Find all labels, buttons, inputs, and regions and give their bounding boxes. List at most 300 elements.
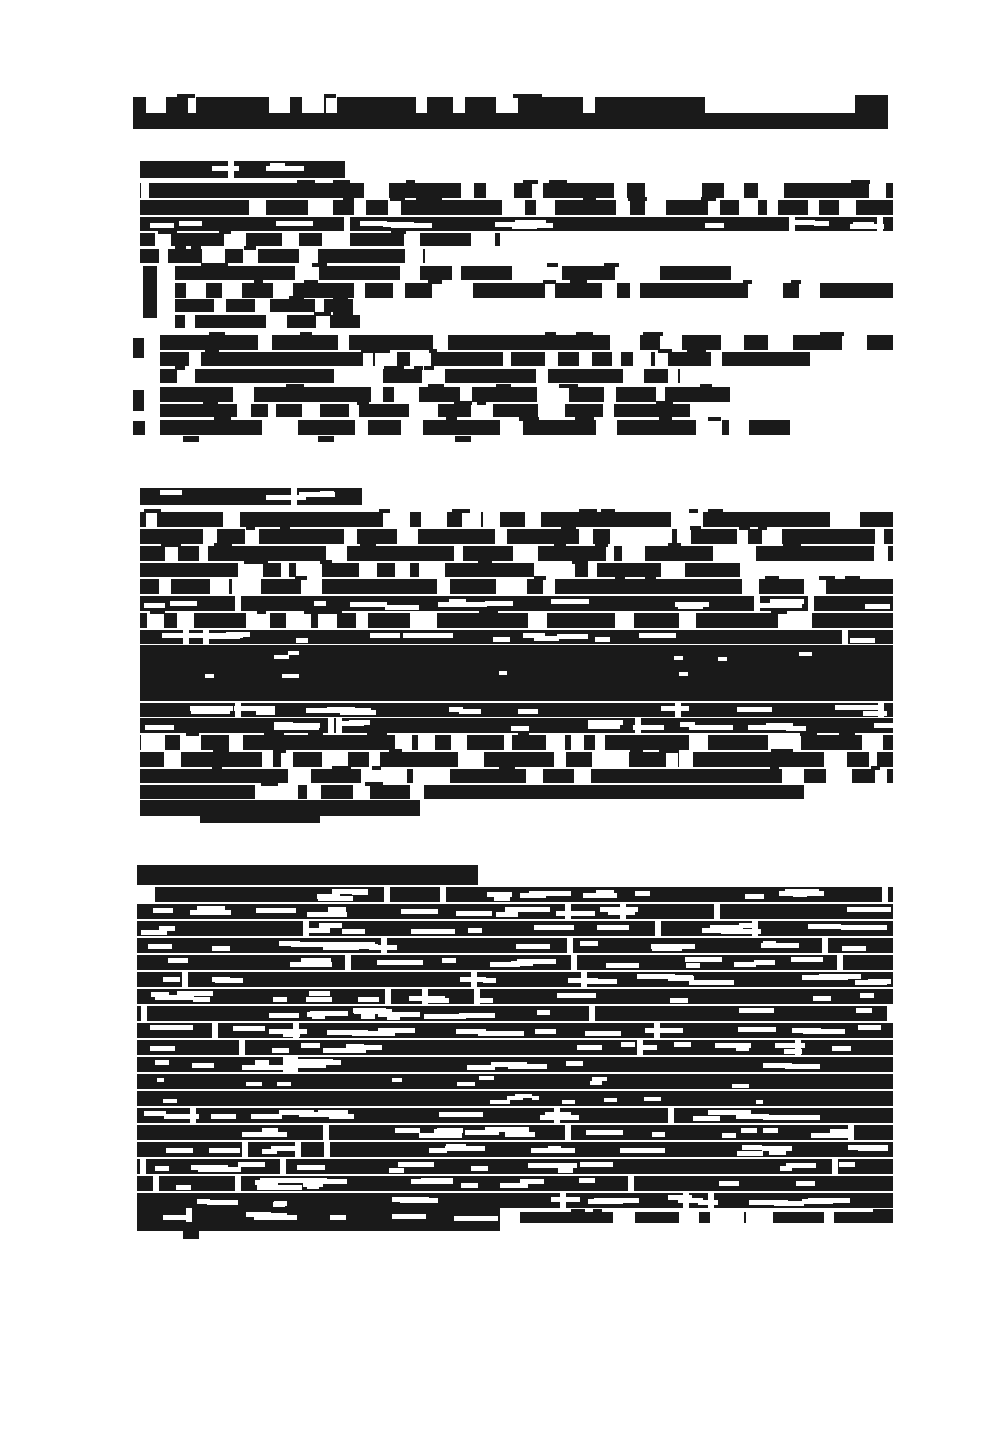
text-gap [689,725,734,730]
text-gap [389,1168,404,1173]
text-gap [197,906,225,911]
list-item4-line2 [160,404,690,417]
text-gap [579,1178,595,1183]
text-gap [291,942,331,947]
slit-gap [336,718,342,733]
slit-gap [183,630,189,644]
para3-tail-blob [183,1231,199,1239]
para3-line17 [137,1159,893,1174]
slit-gap [882,887,888,902]
ascender-nub [783,543,801,547]
text-gap [193,997,210,1002]
word-gap [721,335,744,350]
word-gap [462,512,481,527]
text-gap [454,1216,498,1221]
ascender-nub [659,749,678,753]
text-gap [155,1166,169,1171]
text-gap [517,959,556,964]
text-gap [557,993,596,998]
slit-gap [795,1040,801,1055]
text-gap [505,1132,535,1137]
word-gap [353,785,370,799]
para3-line5 [137,955,893,970]
word-gap [471,404,493,417]
para3-line8 [137,1006,893,1021]
text-gap [273,997,287,1002]
word-gap [299,249,318,263]
word-gap [396,512,410,527]
word-gap [418,735,436,750]
text-gap [537,1010,550,1015]
slit-gap [323,1125,329,1140]
word-gap [630,283,640,298]
text-gap [534,925,573,930]
ascender-nub [691,526,700,530]
word-gap [571,735,584,750]
ascender-nub [526,94,543,98]
slit-gap [324,1142,330,1157]
text-gap [392,1197,429,1202]
text-gap [354,1009,389,1014]
list-item1-line2 [175,266,731,280]
text-gap [155,1060,168,1065]
text-gap [150,223,174,228]
ascender-nub [429,349,438,353]
text-gap [296,638,308,643]
word-gap [186,283,206,298]
word-gap [496,97,518,113]
ascender-nub [496,384,511,388]
text-gap [586,1130,623,1135]
word-gap [534,563,556,577]
ascender-nub [209,332,226,336]
text-gap [456,1029,487,1034]
word-gap [155,233,170,246]
slit-gap [474,989,480,1004]
text-gap [163,977,180,982]
word-gap [147,613,164,628]
text-gap [511,726,529,731]
ascender-nub [434,197,442,201]
text-gap [437,1128,463,1133]
text-gap [635,891,650,896]
ascender-nub [576,332,593,336]
word-gap [246,613,270,628]
speck-gap [479,1076,494,1080]
text-gap [432,633,452,638]
word-gap [612,752,629,767]
text-gap [256,908,296,913]
page-number-blob [855,95,888,129]
text-gap [566,1061,583,1066]
text-gap [327,944,369,949]
word-gap [419,563,445,577]
speck-gap [604,1098,618,1102]
word-gap [416,97,427,113]
word-gap [180,735,201,750]
ascender-nub [367,732,387,736]
ascender-nub [175,366,185,370]
ascender-nub [384,366,404,370]
ascender-nub [175,246,185,250]
word-gap [269,97,285,113]
word-gap [783,613,808,628]
word-gap [595,735,605,750]
text-gap [395,1128,420,1133]
word-gap [349,404,359,417]
word-gap [762,529,781,544]
text-gap [383,222,414,227]
word-gap [344,529,357,544]
word-gap [668,369,678,383]
word-gap [836,512,860,527]
slit-gap [280,1159,286,1174]
word-gap [546,735,565,750]
ascender-nub [158,230,177,234]
ascender-nub [689,509,698,513]
text-gap [518,709,538,714]
text-gap [449,599,466,604]
word-gap [853,335,862,350]
word-gap [326,546,347,561]
text-gap [327,707,355,712]
text-gap [350,602,387,607]
speck-gap [163,1099,177,1103]
text-gap [808,924,841,929]
word-gap [512,266,529,280]
text-gap [493,637,510,642]
speck-gap [274,655,290,659]
ascender-nub [144,509,161,513]
ascender-nub [758,526,767,530]
text-gap [166,1215,187,1220]
text-gap [577,1045,602,1050]
text-gap [813,996,831,1001]
slit-gap [385,989,391,1004]
word-gap [393,283,406,298]
para2-line14-right [424,785,804,799]
ascender-nub [280,526,290,530]
text-gap [191,1165,228,1170]
word-gap [364,183,389,198]
para3-line7 [137,989,893,1004]
text-gap [500,1183,528,1188]
text-gap [606,963,639,968]
text-gap [269,1029,307,1034]
word-gap [372,769,384,783]
text-gap [153,908,173,913]
ascender-nub [416,197,434,201]
text-gap [353,1045,382,1050]
slit-gap [293,1023,299,1038]
word-gap [528,266,552,280]
text-gap [207,634,240,639]
word-gap [290,769,311,783]
text-gap [652,1132,665,1137]
text-gap [670,975,693,980]
text-gap [516,944,549,949]
word-gap [583,97,595,113]
speck-gap [732,1084,749,1088]
text-gap [523,633,545,638]
word-gap [614,335,640,350]
ascender-nub [572,560,587,564]
text-gap [621,1042,635,1047]
word-gap [875,546,885,561]
ascender-nub [628,197,647,201]
word-gap [401,266,415,280]
word-gap [282,233,298,246]
word-gap [696,420,721,435]
slit-gap [186,1208,192,1222]
word-gap [238,563,263,577]
text-gap [207,1200,238,1205]
text-gap [358,997,379,1002]
word-gap [307,785,320,799]
ascender-nub [203,401,218,405]
text-gap [370,633,399,638]
word-gap [606,546,614,561]
text-gap [674,1042,690,1047]
ascender-nub [343,197,354,201]
slit-gap [239,1040,245,1055]
text-gap [361,1014,375,1019]
text-gap [680,722,695,727]
text-gap [318,896,353,901]
text-gap [734,962,756,967]
word-gap [387,769,407,783]
word-gap [545,352,557,366]
text-gap [791,957,824,962]
word-gap [603,420,617,435]
word-gap [363,352,373,366]
text-gap [270,163,284,168]
para3-line9 [137,1023,893,1038]
slit-gap [789,217,795,231]
word-gap [615,266,638,280]
word-gap [203,529,217,544]
word-gap [528,613,548,628]
text-gap [392,1214,426,1219]
word-gap [409,404,418,417]
word-gap [808,200,820,215]
ascender-nub [656,401,673,405]
list-item5-marker [133,421,145,435]
ascender-nub [743,280,752,284]
text-gap [689,957,722,962]
word-gap [189,352,201,366]
para2-line9 [140,703,893,717]
speck-gap [515,1094,531,1098]
para2-line11 [140,735,893,750]
word-gap [177,613,193,628]
ascender-nub [295,576,308,580]
text-gap [737,1151,763,1156]
text-gap [411,929,455,934]
slit-gap [654,1023,660,1038]
slit-gap [832,1159,838,1174]
text-gap [595,637,610,642]
text-gap [144,1111,167,1116]
word-gap [669,335,680,350]
word-gap [428,769,449,783]
text-gap [686,963,700,968]
para2-line10 [140,718,893,733]
ascender-nub [161,543,180,547]
speck-gap [718,657,727,661]
word-gap [268,404,277,417]
text-gap [588,724,619,729]
slit-gap [571,955,577,970]
word-gap [724,183,744,198]
slit-gap [565,904,571,919]
text-gap [832,1046,850,1051]
ascender-nub [771,749,787,753]
slit-gap [877,217,883,231]
word-gap [748,283,770,298]
slit-gap [381,938,387,953]
text-gap [868,979,891,984]
ascender-nub [708,509,723,513]
speck-gap [157,1078,164,1082]
text-gap [485,601,513,606]
para3-line3 [137,921,893,936]
word-gap [354,200,366,215]
text-gap [808,1198,849,1203]
word-gap [623,369,645,383]
para3-line12 [137,1074,893,1089]
para2-line8 [140,630,893,644]
word-gap [767,200,778,215]
text-gap [242,1065,287,1070]
word-gap [645,200,666,215]
word-gap [394,387,419,402]
word-gap [460,387,472,402]
slit-gap [242,1142,248,1157]
word-gap [354,283,365,298]
ascender-nub [379,509,390,513]
word-gap [729,420,749,435]
ascender-nub [150,610,166,614]
word-gap [839,200,856,215]
para2-line2 [140,529,893,544]
text-gap [785,1064,820,1069]
ascender-nub [414,366,423,370]
text-gap [378,1028,416,1033]
para3-line19 [137,1193,893,1208]
list-item2-line3 [175,315,360,328]
word-gap [671,512,691,527]
ascender-nub [289,296,304,300]
word-gap [318,613,337,628]
list-item1-line1 [140,249,425,263]
text-gap [490,962,521,967]
slit-gap [567,938,573,953]
ascender-nub [286,384,304,388]
word-gap [421,512,440,527]
word-gap [356,613,368,628]
ascender-nub [297,180,311,184]
section2-heading [140,488,362,505]
text-gap [763,1128,778,1133]
text-gap [858,1025,881,1030]
speck-gap [679,672,688,676]
word-gap [355,420,367,435]
word-gap [824,752,847,767]
text-gap [352,890,368,895]
word-gap [602,283,616,298]
word-gap [614,183,628,198]
word-gap [458,752,483,767]
text-gap [858,1146,887,1151]
slit-gap [837,955,843,970]
text-gap [242,1132,287,1137]
para1-line3 [140,217,893,231]
ascender-nub [304,610,323,614]
text-gap [177,991,214,996]
word-gap [679,613,697,628]
word-gap [159,249,168,263]
ascender-nub [571,1209,585,1213]
ascender-nub [191,246,200,250]
ascender-nub [575,417,594,421]
para2-line12 [140,752,893,767]
text-gap [722,1133,736,1138]
word-gap [679,752,693,767]
slit-gap [628,1176,634,1191]
ascender-nub [324,94,336,98]
word-gap [613,1212,635,1223]
speck-gap [562,1100,576,1104]
text-gap [548,1146,562,1151]
ascender-nub [254,280,264,284]
ascender-nub [314,312,331,316]
text-gap [262,1149,277,1154]
text-gap [792,1028,821,1033]
word-gap [262,752,273,767]
ascender-nub [479,610,498,614]
ascender-nub [659,417,672,421]
text-gap [238,1162,265,1167]
text-gap [251,1114,282,1119]
speck-gap [246,1082,262,1086]
word-gap [401,420,423,435]
ascender-nub [643,332,662,336]
text-gap [456,911,492,916]
word-gap [513,546,538,561]
ascender-nub [320,560,332,564]
word-gap [538,404,551,417]
word-gap [875,769,888,783]
word-gap [315,299,324,312]
text-gap [860,993,874,998]
word-gap [536,369,548,383]
ascender-nub [547,263,559,267]
ascender-nub [559,384,578,388]
ascender-nub [658,349,672,353]
ascender-nub [333,180,350,184]
list-item4-marker [133,390,144,411]
ascender-nub [770,766,780,770]
ascender-nub [428,384,444,388]
word-gap [302,97,324,113]
slit-gap [182,972,188,987]
word-gap [405,249,423,263]
text-gap [551,599,589,604]
ascender-nub [668,543,681,547]
text-gap [309,991,330,996]
ascender-nub [205,349,220,353]
